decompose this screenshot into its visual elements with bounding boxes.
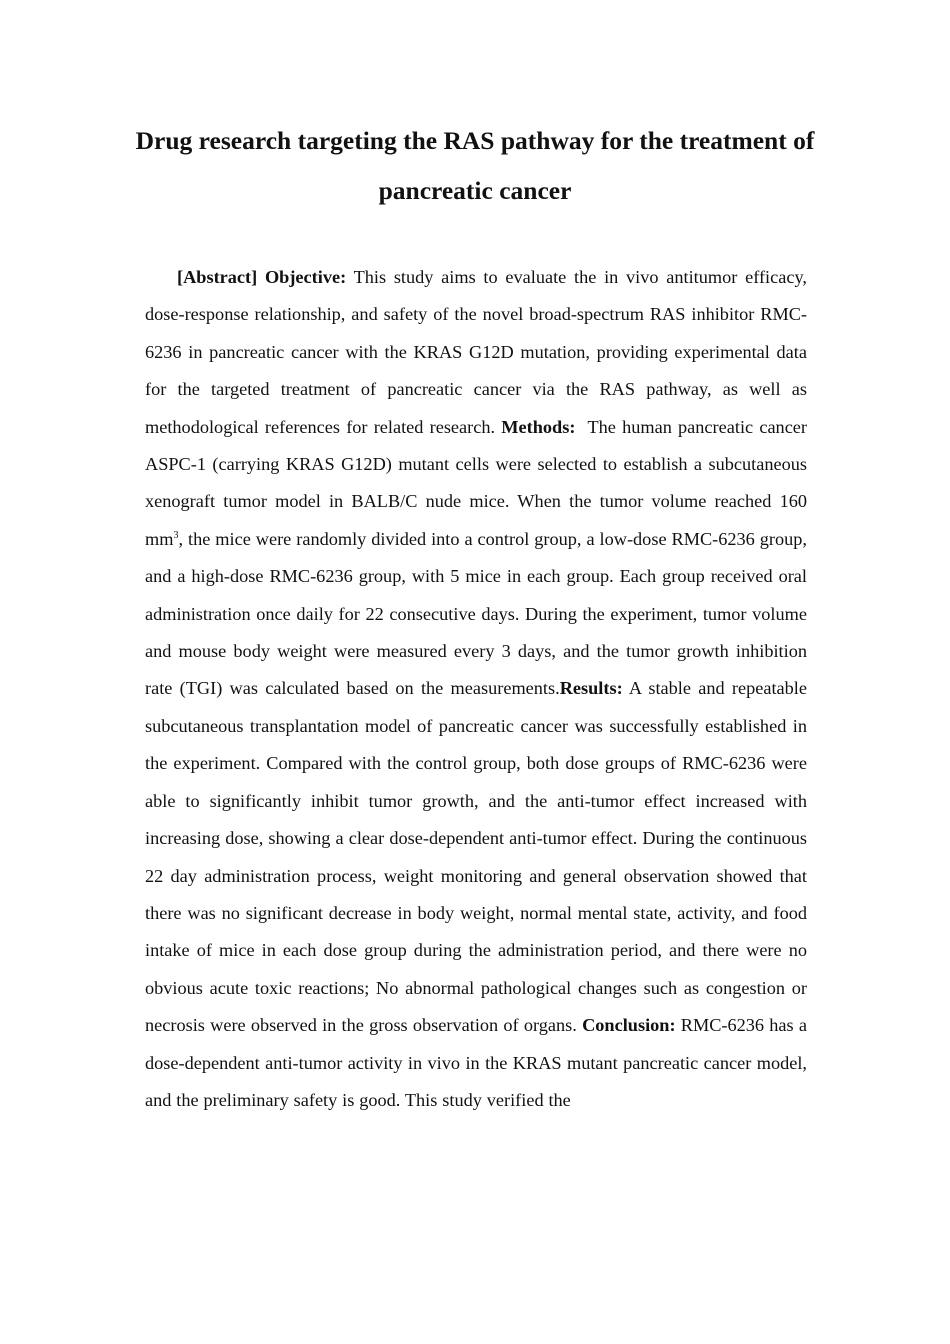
objective-text: This study aims to evaluate the in vivo antitumor efficacy, dose-response relationship, and safety of the novel broad-spectrum RAS inhibitor RMC-6236 in pancreatic cancer with the KRAS G12D mutation, providing experimental data for the targeted treatment of pancreatic cancer via the RAS pathway, as well as methodological references for related research. bbox=[145, 267, 807, 437]
methods-superscript: 3 bbox=[173, 529, 179, 541]
methods-label: Methods: bbox=[501, 416, 576, 437]
abstract-label: [Abstract] bbox=[177, 267, 258, 287]
conclusion-text: RMC-6236 has a dose-dependent anti-tumor activity in vivo in the KRAS mutant pancreatic cancer model, and the preliminary safety is good. This study verified the bbox=[145, 1015, 808, 1110]
paper-title: Drug research targeting the RAS pathway for the treatment of pancreatic cancer bbox=[135, 126, 815, 205]
methods-text-part2: , the mice were randomly divided into a control group, a low-dose RMC-6236 group, and a high-dose RMC-6236 group, with 5 mice in each group. Each group received oral administration once daily for 22 consecutive days. During the experiment, tumor volume and mouse body weight were measured every 3 days, and the tumor growth inhibition rate (TGI) was calculated based on the measurements. bbox=[145, 528, 807, 699]
conclusion-label: Conclusion: bbox=[582, 1015, 676, 1036]
abstract-paragraph bbox=[145, 259, 807, 1119]
results-text: A stable and repeatable subcutaneous transplantation model of pancreatic cancer was successfully established in the experiment. Compared with the control group, both dose groups of RMC-6236 were able to significantly inhibit tumor growth, and the anti-tumor effect increased with increasing dose, showing a clear dose-dependent anti-tumor effect. During the continuous 22 day administration process, weight monitoring and general observation showed that there was no significant decrease in body weight, normal mental state, activity, and food intake of mice in each dose group during the administration period, and there were no obvious acute toxic reactions; No abnormal pathological changes such as congestion or necrosis were observed in the gross observation of organs. bbox=[145, 678, 807, 1036]
methods-text-part1: The human pancreatic cancer ASPC-1 (carrying KRAS G12D) mutant cells were selected to establish a subcutaneous xenograft tumor model in BALB/C nude mice. When the tumor volume reached 160 mm bbox=[145, 416, 808, 549]
results-label: Results: bbox=[559, 678, 623, 699]
objective-label: Objective: bbox=[264, 267, 347, 287]
